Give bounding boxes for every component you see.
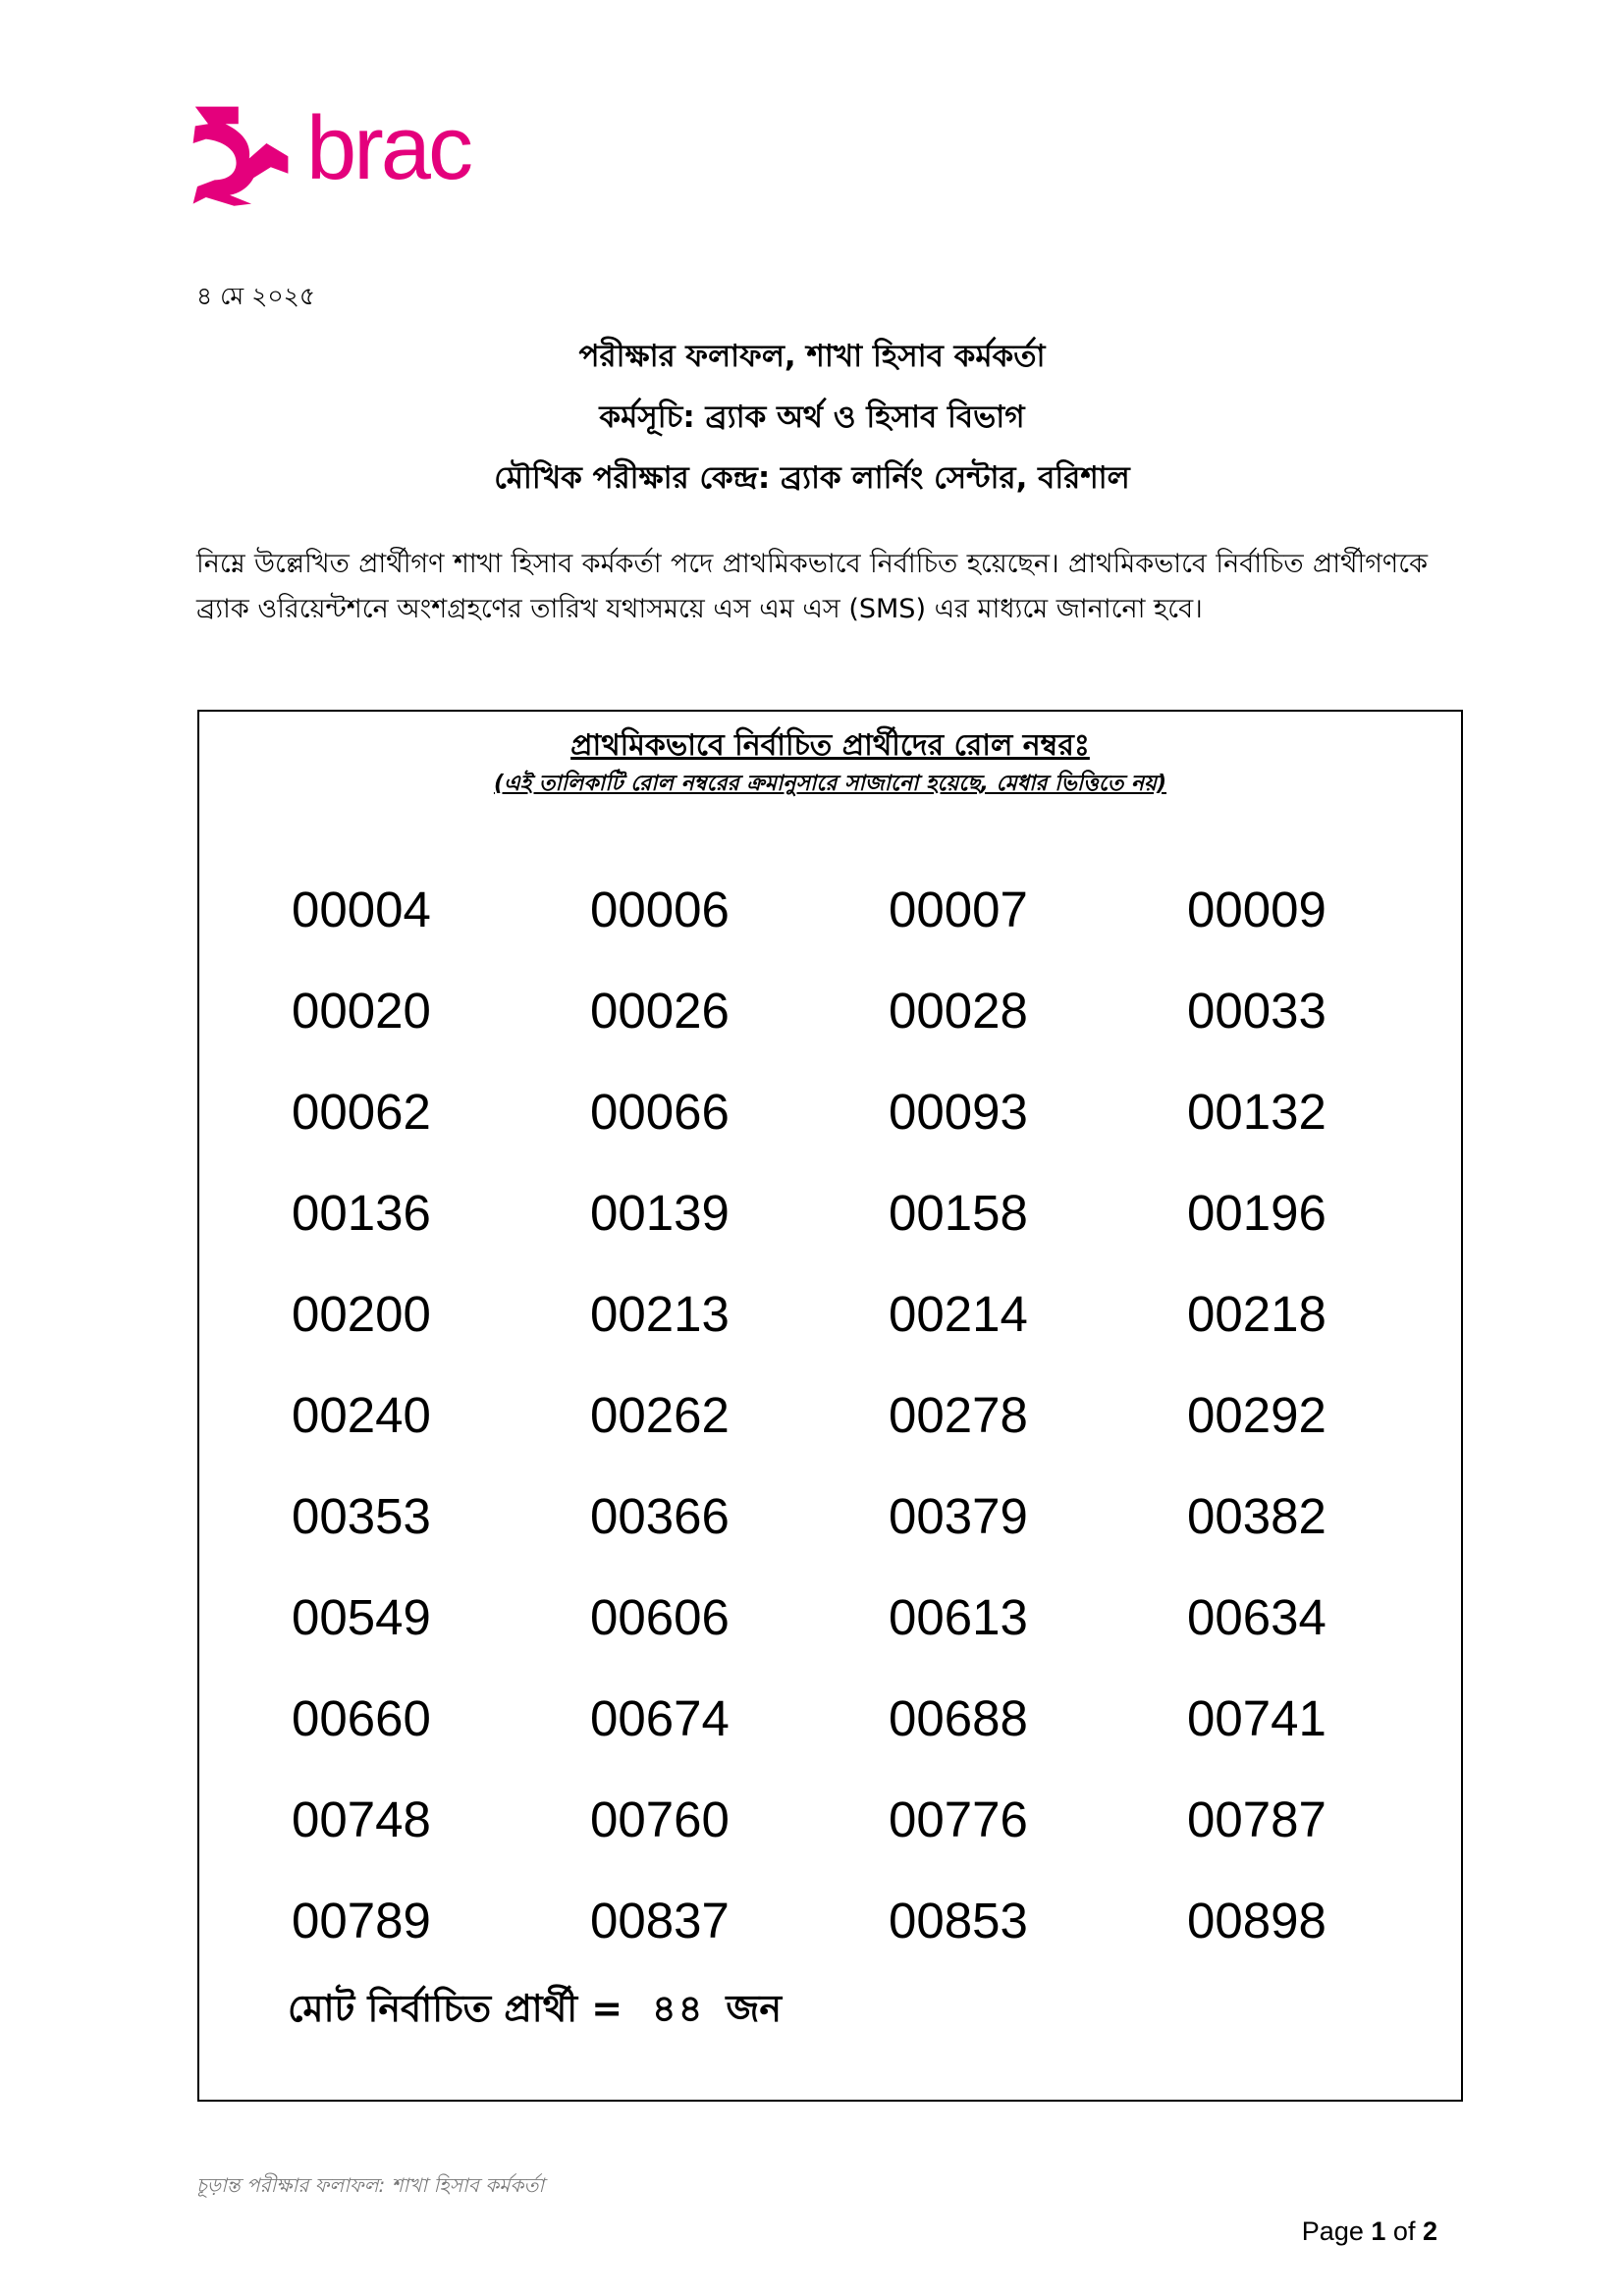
total-label: মোট নির্বাচিত প্রার্থী (288, 1987, 578, 2030)
roll-number: 00613 (889, 1589, 1028, 1645)
roll-number: 00634 (1187, 1589, 1326, 1645)
roll-number: 00789 (292, 1893, 431, 1949)
roll-number: 00007 (889, 881, 1028, 937)
roll-number-grid (292, 859, 1486, 1971)
roll-number: 00660 (292, 1690, 431, 1746)
page-of: of (1392, 2216, 1416, 2246)
page-total: 2 (1422, 2216, 1437, 2246)
roll-number: 00004 (292, 881, 431, 937)
roll-number: 00549 (292, 1589, 431, 1645)
roll-number: 00028 (889, 983, 1028, 1039)
total-selected (288, 1980, 782, 2043)
roll-number: 00213 (590, 1286, 730, 1342)
roll-number: 00158 (889, 1185, 1028, 1241)
results-box (197, 710, 1463, 2102)
roll-number: 00382 (1187, 1488, 1326, 1544)
roll-number: 00062 (292, 1084, 431, 1140)
page-current: 1 (1371, 2216, 1386, 2246)
roll-number: 00748 (292, 1791, 431, 1847)
footer-note: চূড়ান্ত পরীক্ষার ফলাফল: শাখা হিসাব কর্মকর্তা (196, 2173, 545, 2197)
roll-number: 00760 (590, 1791, 730, 1847)
roll-number: 00262 (590, 1387, 730, 1443)
roll-number: 00776 (889, 1791, 1028, 1847)
roll-number: 00026 (590, 983, 730, 1039)
roll-number: 00366 (590, 1488, 730, 1544)
roll-number: 00278 (889, 1387, 1028, 1443)
roll-number: 00006 (590, 881, 730, 937)
roll-number: 00139 (590, 1185, 730, 1241)
results-note: (এই তালিকাটি রোল নম্বরের ক্রমানুসারে সাজানো হয়েছে, মেধার ভিত্তিতে নয়) (493, 772, 1167, 796)
roll-number: 00292 (1187, 1387, 1326, 1443)
roll-number: 00379 (889, 1488, 1028, 1544)
roll-number: 00741 (1187, 1690, 1326, 1746)
roll-number: 00093 (889, 1084, 1028, 1140)
roll-number: 00066 (590, 1084, 730, 1140)
roll-number: 00196 (1187, 1185, 1326, 1241)
roll-number: 00218 (1187, 1286, 1326, 1342)
roll-number: 00837 (590, 1893, 730, 1949)
brac-logo-text: brac (306, 98, 470, 198)
title-line-1: পরীক্ষার ফলাফল, শাখা হিসাব কর্মকর্তা (578, 339, 1046, 374)
roll-number: 00240 (292, 1387, 431, 1443)
roll-number: 00200 (292, 1286, 431, 1342)
total-equals: = (591, 1987, 623, 2030)
page-prefix: Page (1301, 2216, 1364, 2246)
intro-paragraph: নিম্নে উল্লেখিত প্রার্থীগণ শাখা হিসাব কর্মকর্তা পদে প্রাথমিকভাবে নির্বাচিত হয়েছেন। প্রাথমিকভাবে নির্বাচিত প্রার্থীগণকে ব্র্যাক ওরিয়েন্টশনে অংশগ্রহণের তারিখ যথাসময়ে এস এম এস (SMS) এর মাধ্যমে জানানো হবে। (196, 549, 1428, 624)
roll-number: 00688 (889, 1690, 1028, 1746)
results-heading: প্রাথমিকভাবে নির্বাচিত প্রার্থীদের রোল নম্বরঃ (570, 728, 1090, 763)
roll-number: 00674 (590, 1690, 730, 1746)
page-number (1302, 2216, 1437, 2247)
total-count: ৪৪ (652, 1987, 705, 2030)
roll-number: 00606 (590, 1589, 730, 1645)
title-line-2: কর্মসূচি: ব্র্যাক অর্থ ও হিসাব বিভাগ (599, 400, 1025, 435)
roll-number: 00132 (1187, 1084, 1326, 1140)
roll-number: 00020 (292, 983, 431, 1039)
roll-number: 00214 (889, 1286, 1028, 1342)
brac-logo (187, 100, 470, 208)
roll-number: 00009 (1187, 881, 1326, 937)
roll-number: 00353 (292, 1488, 431, 1544)
title-line-3: মৌখিক পরীক্ষার কেন্দ্র: ব্র্যাক লার্নিং সেন্টার, বরিশাল (494, 460, 1130, 496)
roll-number: 00898 (1187, 1893, 1326, 1949)
document-date: ৪ মে ২০২৫ (196, 282, 316, 310)
roll-number: 00853 (889, 1893, 1028, 1949)
roll-number: 00136 (292, 1185, 431, 1241)
roll-number: 00787 (1187, 1791, 1326, 1847)
brac-logo-icon (187, 100, 295, 208)
total-unit: জন (726, 1987, 783, 2030)
roll-number: 00033 (1187, 983, 1326, 1039)
document-titles (196, 326, 1428, 508)
